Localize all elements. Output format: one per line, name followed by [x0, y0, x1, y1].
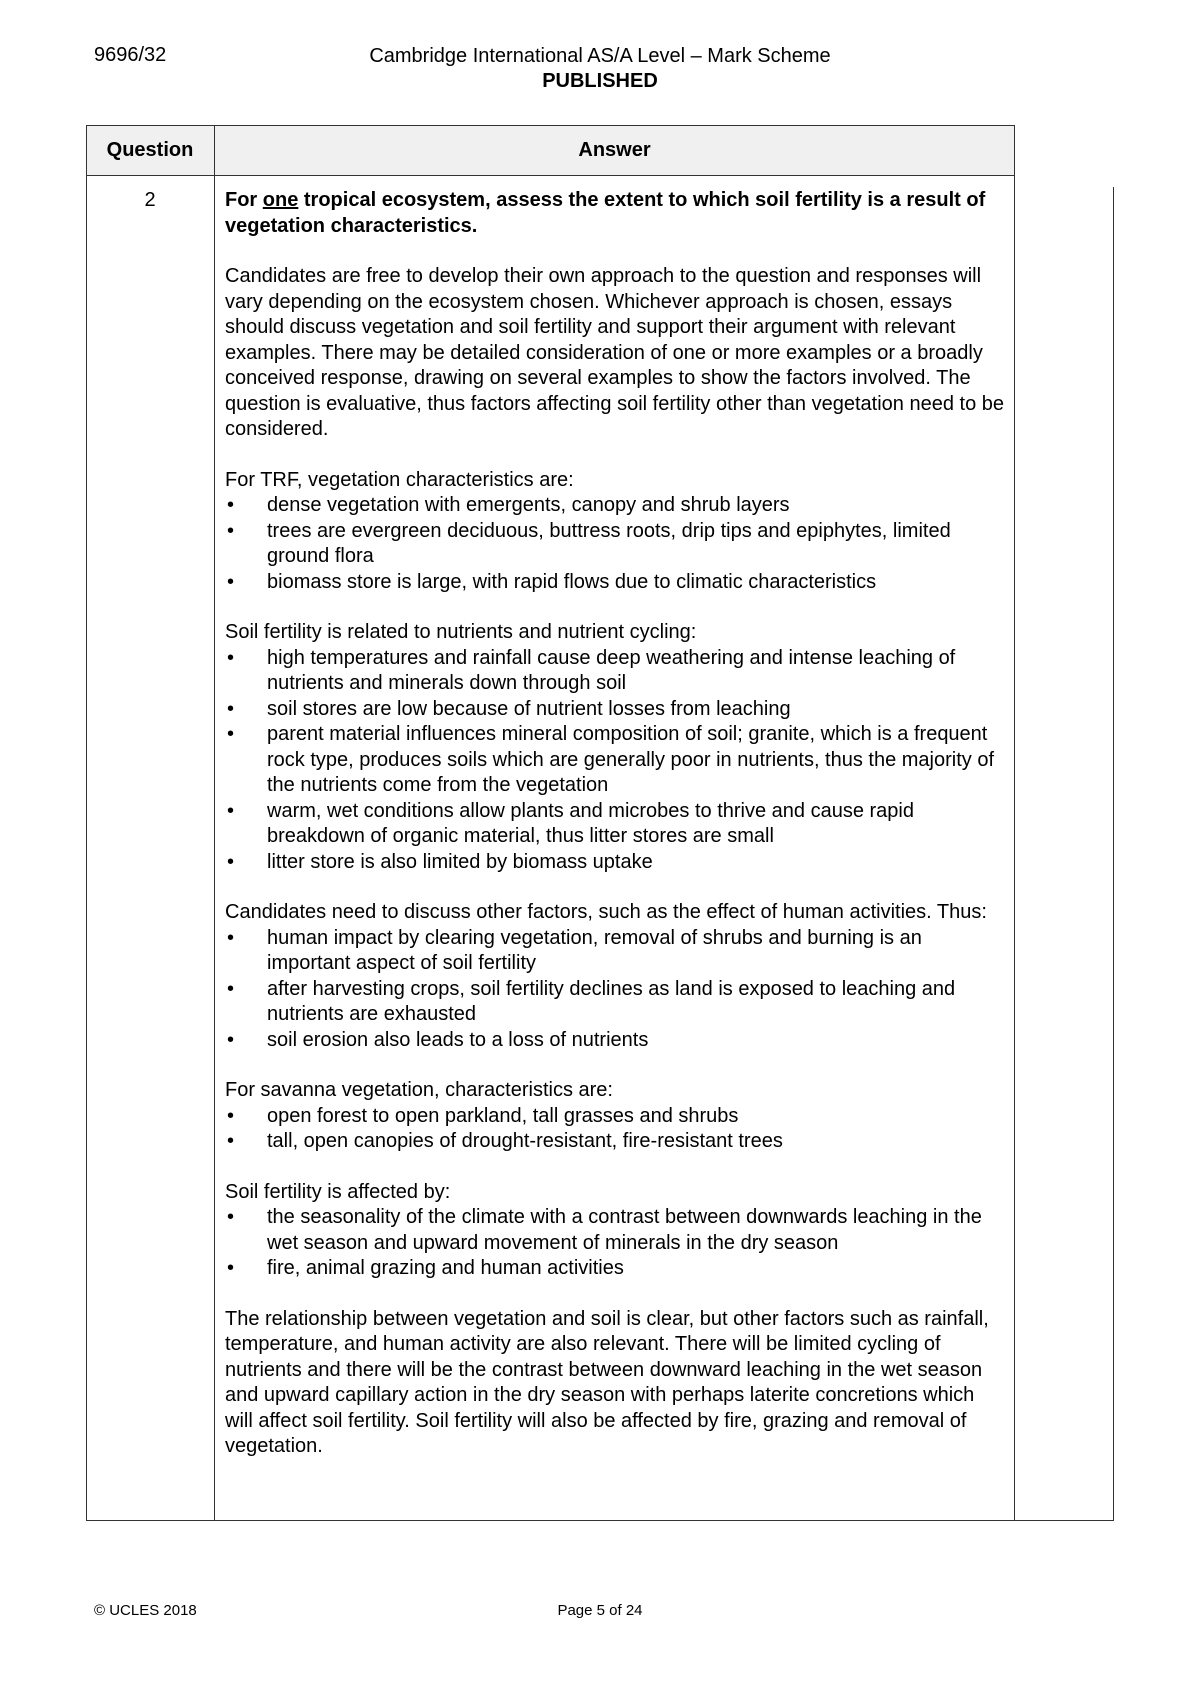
question-title-pre: For	[225, 189, 263, 211]
list-item: • litter store is also limited by biomass uptake	[225, 850, 1007, 876]
table-divider-answer	[1014, 125, 1015, 1521]
answer-cell	[225, 188, 1007, 1485]
list-item: • trees are evergreen deciduous, buttress roots, drip tips and epiphytes, limited ground flora	[225, 519, 1007, 570]
list-item: • biomass store is large, with rapid flows due to climatic characteristics	[225, 570, 1007, 596]
affected-list	[225, 1205, 1007, 1282]
trf-intro: For TRF, vegetation characteristics are:	[225, 468, 574, 491]
footer-copyright: © UCLES 2018	[94, 1602, 197, 1619]
savanna-intro: For savanna vegetation, characteristics are:	[225, 1079, 613, 1101]
soil-intro: Soil fertility is related to nutrients and nutrient cycling:	[225, 621, 697, 643]
question-title-post: tropical ecosystem, assess the extent to which soil fertility is a result of vegetation characteristics.	[225, 189, 986, 237]
table-border-left	[86, 125, 87, 1521]
header-code: 9696/32	[94, 44, 167, 66]
question-title-underlined: one	[262, 189, 299, 211]
other-factors-intro: Candidates need to discuss other factors, such as the effect of human activities. Thus:	[225, 901, 987, 923]
list-item: • after harvesting crops, soil fertility declines as land is exposed to leaching and nutrients are exhausted	[225, 977, 1007, 1028]
table-border-right	[1113, 187, 1114, 1521]
list-item: • human impact by clearing vegetation, removal of shrubs and burning is an important aspect of soil fertility	[225, 926, 1007, 977]
list-item: • dense vegetation with emergents, canopy and shrub layers	[225, 493, 1007, 519]
table-border-top	[86, 125, 1015, 126]
header	[340, 44, 860, 94]
mark-scheme-table	[86, 125, 1114, 1521]
savanna-list	[225, 1104, 1007, 1155]
question-number: 2	[144, 189, 156, 211]
list-item: • fire, animal grazing and human activities	[225, 1256, 1007, 1282]
footer-page-number: Page 5 of 24	[557, 1602, 643, 1619]
question-title	[225, 188, 1007, 239]
list-item: • open forest to open parkland, tall grasses and shrubs	[225, 1104, 1007, 1130]
table-divider-question	[214, 125, 215, 1521]
other-factors-list	[225, 926, 1007, 1054]
list-item: • parent material influences mineral composition of soil; granite, which is a frequent rock type, produces soils which are generally poor in nutrients, thus the majority of the nutrients come from the vegetation	[225, 722, 1007, 799]
trf-list	[225, 493, 1007, 595]
list-item: • soil erosion also leads to a loss of nutrients	[225, 1028, 1007, 1054]
header-status: PUBLISHED	[542, 70, 658, 92]
conclusion: The relationship between vegetation and soil is clear, but other factors such as rainfall, temperature, and human activity are also relevant. There will be limited cycling of nutrients and there will be the contrast between downward leaching in the wet season and upward capillary action in the dry season with perhaps laterite concretions which will affect soil fertility. Soil fertility will also be affected by fire, grazing and removal of vegetation.	[225, 1307, 989, 1457]
list-item: • tall, open canopies of drought-resistant, fire-resistant trees	[225, 1129, 1007, 1155]
column-header-answer: Answer	[578, 138, 651, 161]
paragraph-intro: Candidates are free to develop their own approach to the question and responses will vary depending on the ecosystem chosen. Whichever approach is chosen, essays should discuss vegetation and soil fertility and support their argument with relevant examples. There may be detailed consideration of one or more examples or a broadly conceived response, drawing on several examples to show the factors involved. The question is evaluative, thus factors affecting soil fertility other than vegetation need to be considered.	[225, 265, 1004, 440]
table-header-row	[86, 125, 1014, 175]
header-title: Cambridge International AS/A Level – Mark Scheme	[369, 45, 831, 67]
affected-intro: Soil fertility is affected by:	[225, 1180, 451, 1203]
list-item: • high temperatures and rainfall cause deep weathering and intense leaching of nutrients and minerals down through soil	[225, 646, 1007, 697]
table-border-bottom	[86, 1520, 1114, 1521]
soil-list	[225, 646, 1007, 876]
list-item: • the seasonality of the climate with a contrast between downwards leaching in the wet season and upward movement of minerals in the dry season	[225, 1205, 1007, 1256]
list-item: • warm, wet conditions allow plants and microbes to thrive and cause rapid breakdown of organic material, thus litter stores are small	[225, 799, 1007, 850]
table-border-header-bottom	[86, 175, 1015, 176]
list-item: • soil stores are low because of nutrient losses from leaching	[225, 697, 1007, 723]
column-header-question: Question	[106, 138, 194, 161]
